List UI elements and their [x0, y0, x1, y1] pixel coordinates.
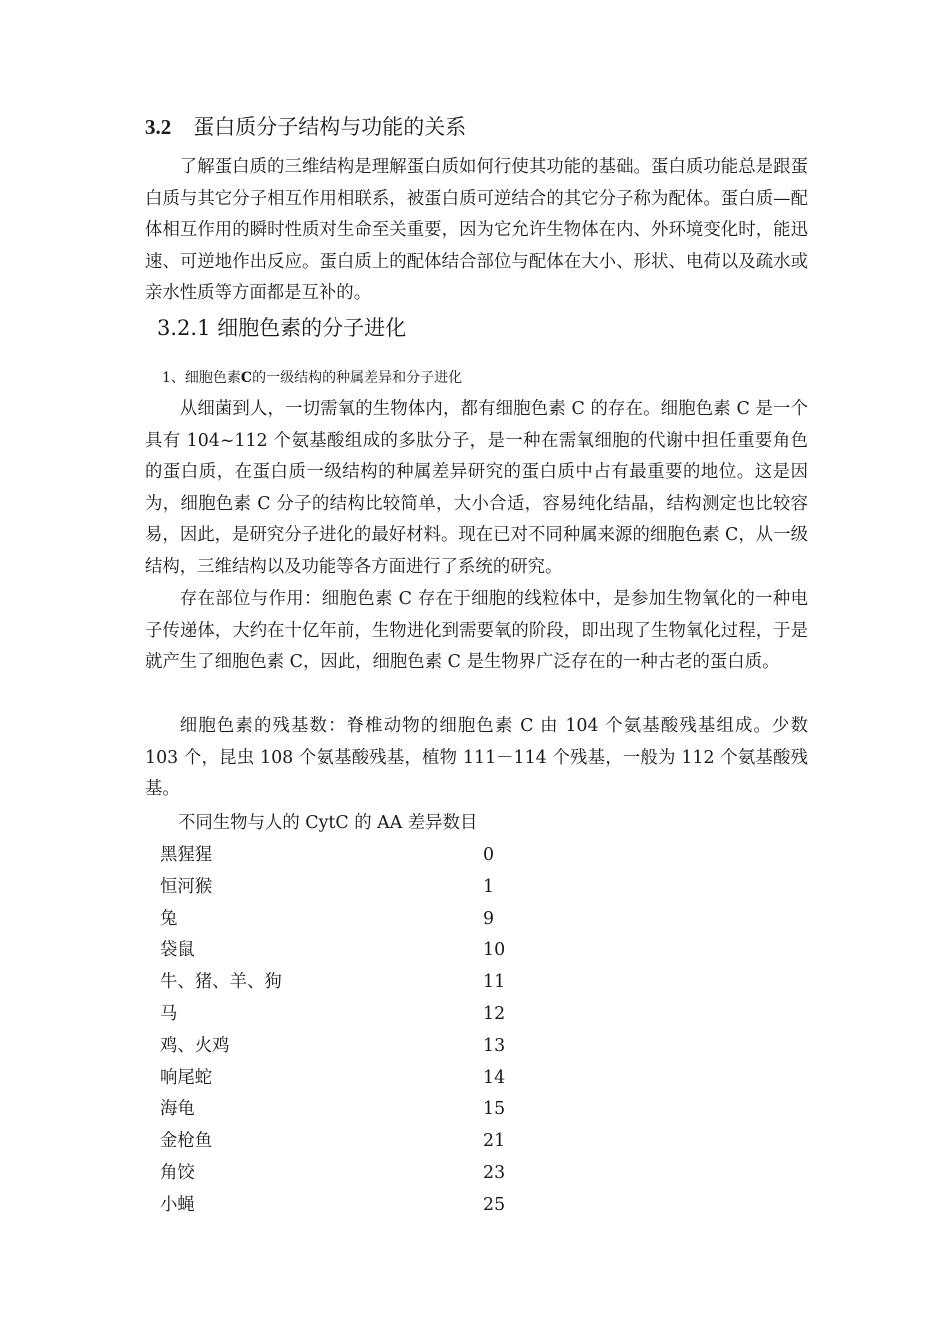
difference-cell: 25 [483, 1194, 506, 1215]
difference-cell: 12 [483, 1003, 506, 1024]
table-row [160, 1094, 560, 1126]
difference-cell: 13 [483, 1035, 506, 1056]
table-row [160, 872, 560, 904]
item-heading [162, 367, 462, 389]
table-row [160, 999, 560, 1031]
organism-cell: 角饺 [160, 1162, 195, 1183]
table-row [160, 1158, 560, 1190]
difference-cell: 15 [483, 1099, 506, 1120]
difference-cell: 23 [483, 1162, 506, 1183]
table-title: 不同生物与人的 CytC 的 AA 差异数目 [178, 813, 478, 833]
organism-cell: 袋鼠 [160, 940, 195, 961]
table-row [160, 1063, 560, 1095]
difference-cell: 21 [483, 1131, 506, 1152]
organism-cell: 马 [160, 1003, 178, 1024]
organism-cell: 兔 [160, 908, 178, 929]
organism-cell: 小蝇 [160, 1194, 195, 1215]
table-row [160, 1031, 560, 1063]
table-row [160, 935, 560, 967]
organism-cell: 鸡、火鸡 [160, 1035, 230, 1056]
section-heading [145, 112, 466, 142]
table-row [160, 840, 560, 872]
body-paragraph: 从细菌到人，一切需氧的生物体内，都有细胞色素 C 的存在。细胞色素 C 是一个具有 104~112 个氨基酸组成的多肽分子，是一种在需氧细胞的代谢中担任重要角色的蛋白质，在蛋白质一级结构的种属差异研究的蛋白质中占有最重要的地位。这是因为，细胞色素 C 分子的结构比较简单，大小合适，容易纯化结晶，结构测定也比较容易，因此，是研究分子进化的最好材料。现在已对不同种属来源的细胞色素 C，从一级结构，三维结构以及功能等各方面进行了系统的研究。 [145, 399, 808, 577]
difference-cell: 10 [483, 940, 506, 961]
section-title: 蛋白质分子结构与功能的关系 [193, 115, 467, 139]
body-paragraph: 存在部位与作用：细胞色素 C 存在于细胞的线粒体中，是参加生物氧化的一种电子传递体，大约在十亿年前，生物进化到需要氧的阶段，即出现了生物氧化过程，于是就产生了细胞色素 C，因此，细胞色素 C 是生物界广泛存在的一种古老的蛋白质。 [145, 589, 808, 672]
organism-cell: 金枪鱼 [160, 1131, 213, 1152]
table-row [160, 904, 560, 936]
organism-cell: 海龟 [160, 1099, 195, 1120]
organism-cell: 恒河猴 [160, 876, 213, 897]
organism-cell: 黑猩猩 [160, 845, 213, 865]
intro-paragraph: 了解蛋白质的三维结构是理解蛋白质如何行使其功能的基础。蛋白质功能总是跟蛋白质与其它分子相互作用相联系，被蛋白质可逆结合的其它分子称为配体。蛋白质—配体相互作用的瞬时性质对生命至关重要，因为它允许生物体在内、外环境变化时，能迅速、可逆地作出反应。蛋白质上的配体结合部位与配体在大小、形状、电荷以及疏水或亲水性质等方面都是互补的。 [145, 157, 808, 303]
item-heading-suffix: 的一级结构的种属差异和分子进化 [252, 370, 463, 386]
body-paragraph: 细胞色素的残基数：脊椎动物的细胞色素 C 由 104 个氨基酸残基组成。少数 103 个，昆虫 108 个氨基酸残基，植物 111－114 个残基，一般为 112 个氨基酸残基。 [145, 716, 808, 799]
difference-cell: 9 [483, 908, 495, 929]
item-heading-bold: C [240, 370, 253, 386]
difference-table [160, 840, 560, 1222]
section-number: 3.2 [145, 115, 172, 139]
organism-cell: 牛、猪、羊、狗 [160, 972, 282, 993]
item-heading-prefix: 1、细胞色素 [162, 370, 241, 386]
difference-cell: 1 [483, 876, 495, 897]
difference-cell: 14 [483, 1067, 506, 1088]
table-row [160, 967, 560, 999]
difference-cell: 11 [483, 972, 506, 993]
subsection-heading: 3.2.1 细胞色素的分子进化 [157, 316, 407, 340]
table-row [160, 1190, 560, 1222]
table-row [160, 1126, 560, 1158]
difference-cell: 0 [483, 845, 495, 865]
organism-cell: 响尾蛇 [160, 1067, 213, 1088]
